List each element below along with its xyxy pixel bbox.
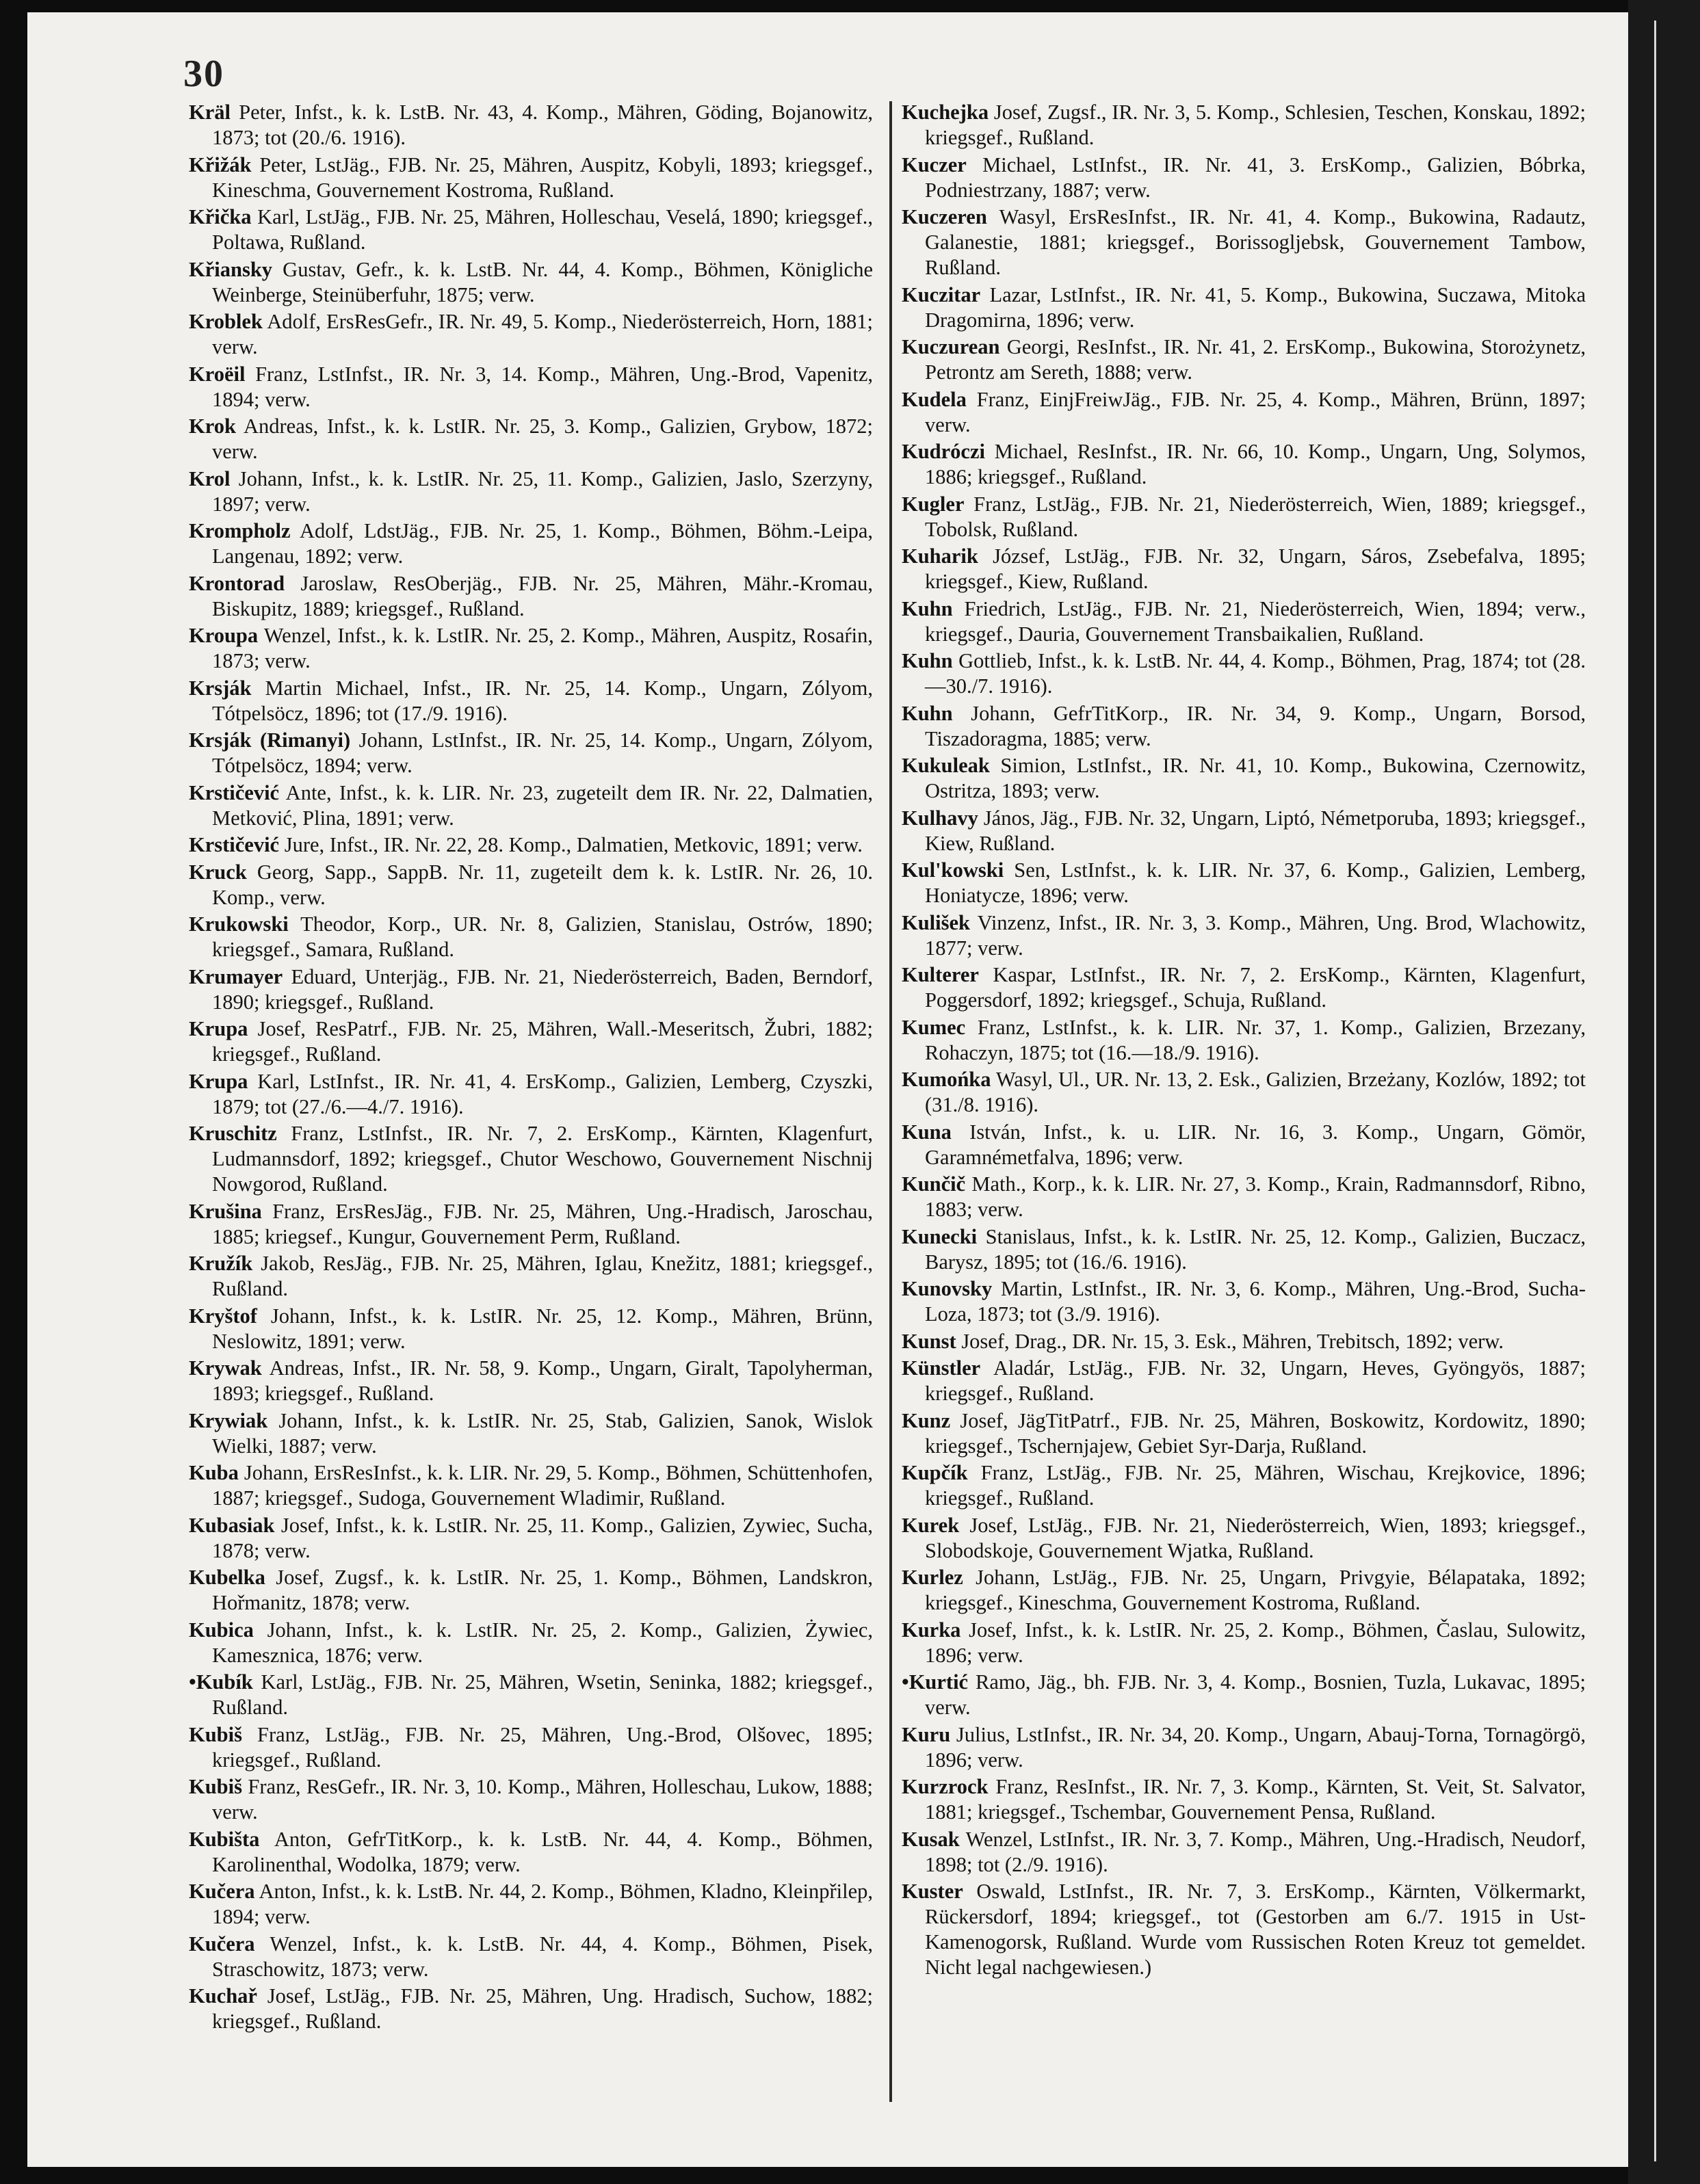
register-entry [189,832,873,858]
entry-details: Math., Korp., k. k. LIR. Nr. 27, 3. Komp., Krain, Radmannsdorf, Ribno, 1883; verw. [925,1172,1586,1221]
entry-surname: Kroupa [189,624,259,647]
entry-details: Johann, Infst., k. k. LstIR. Nr. 25, 12. Komp., Mähren, Brünn, Neslowitz, 1891; verw. [212,1304,873,1353]
entry-details: Franz, LstInfst., IR. Nr. 3, 14. Komp., Mähren, Ung.-Brod, Vapenitz, 1894; verw. [212,362,873,411]
register-entry [189,860,873,910]
register-entry [189,1199,873,1250]
entry-surname: Kubasiak [189,1513,275,1537]
entry-details: Georg, Sapp., SappB. Nr. 11, zugeteilt dem k. k. LstIR. Nr. 26, 10. Komp., verw. [212,860,873,909]
register-entry [189,676,873,726]
register-entry [902,100,1586,150]
entry-details: Karl, LstInfst., IR. Nr. 41, 4. ErsKomp., Galizien, Lemberg, Czyszki, 1879; tot (27./6.—4./7. 1916). [212,1069,873,1118]
entry-details: Peter, LstJäg., FJB. Nr. 25, Mähren, Auspitz, Kobyli, 1893; kriegsgef., Kineschma, Gouvernement Kostroma, Rußland. [212,153,873,202]
register-entry [189,205,873,255]
page-number: 30 [183,53,224,95]
entry-surname: Kryštof [189,1304,257,1328]
entry-surname: Kurtić [908,1670,969,1694]
entry-surname: Kuczitar [902,282,981,306]
entry-details: Wenzel, Infst., k. k. LstB. Nr. 44, 4. Komp., Böhmen, Pisek, Straschowitz, 1873; verw. [212,1932,873,1981]
entry-surname: Krušina [189,1199,262,1223]
entry-surname: Kuczurean [902,335,1000,358]
entry-surname: Křižák [189,153,252,176]
entry-details: Martin Michael, Infst., IR. Nr. 25, 14. Komp., Ungarn, Zólyom, Tótpelsöcz, 1896; tot (17./9. 1916). [212,676,873,725]
entry-details: Simion, LstInfst., IR. Nr. 41, 10. Komp., Bukowina, Czernowitz, Ostritza, 1893; verw. [925,754,1586,802]
entry-surname: Kuchař [189,1984,257,2008]
register-entry [902,544,1586,594]
register-entry [902,1774,1586,1825]
register-entry [902,858,1586,908]
entry-surname: Kusak [902,1827,960,1851]
entry-surname: Kroëil [189,362,246,386]
register-entry [189,153,873,203]
entry-surname: Kulterer [902,963,979,986]
entry-details: Ante, Infst., k. k. LIR. Nr. 23, zugeteilt dem IR. Nr. 22, Dalmatien, Metković, Plina, 1891; verw. [212,780,873,830]
register-entry [902,1722,1586,1773]
register-entry [189,1513,873,1564]
column-divider [889,101,892,2102]
entry-details: Johann, LstInfst., IR. Nr. 25, 14. Komp., Ungarn, Zólyom, Tótpelsöcz, 1894; verw. [212,728,873,777]
entry-surname: Kroblek [189,310,263,333]
entry-details: Friedrich, LstJäg., FJB. Nr. 21, Niederösterreich, Wien, 1894; verw., kriegsgef., Dauria, Gouvernement Transbaikalien, Rußland. [925,596,1586,646]
register-entry [189,728,873,778]
entry-details: Peter, Infst., k. k. LstB. Nr. 43, 4. Komp., Mähren, Göding, Bojanowitz, 1873; tot (20./6. 1916). [212,101,873,149]
entry-details: Anton, Infst., k. k. LstB. Nr. 44, 2. Komp., Böhmen, Kladno, Kleinpřilep, 1894; verw. [212,1880,873,1928]
entry-surname: Křiansky [189,257,273,281]
entry-details: Franz, ResGefr., IR. Nr. 3, 10. Komp., Mähren, Holleschau, Lukow, 1888; verw. [212,1775,873,1824]
register-entry [902,1670,1586,1720]
entry-surname: Krompholz [189,519,291,542]
entry-details: Oswald, LstInfst., IR. Nr. 7, 3. ErsKomp., Kärnten, Völkermarkt, Rückersdorf, 1894; kriegsgef., tot (Gestorben am 6./7. 1915 in Ust-Kamenogorsk, Rußland. Wurde vom Russischen Roten Kreuz tot gemeldet. Nicht legal nachgewiesen.) [925,1880,1586,1979]
entry-surname: Křička [189,205,252,228]
register-entry [189,518,873,569]
register-entry [189,1670,873,1720]
entry-details: Adolf, LdstJäg., FJB. Nr. 25, 1. Komp., Böhmen, Böhm.-Leipa, Langenau, 1892; verw. [212,519,873,568]
entry-surname: Kurzrock [902,1775,989,1798]
entry-details: Georgi, ResInfst., IR. Nr. 41, 2. ErsKomp., Bukowina, Storożynetz, Petrontz am Sereth, 1888; verw. [925,335,1586,384]
register-entry [902,648,1586,699]
entry-details: Josef, Infst., k. k. LstIR. Nr. 25, 2. Komp., Böhmen, Časlau, Sulowitz, 1896; verw. [925,1618,1586,1667]
register-entry [902,753,1586,804]
entry-surname: Kuhn [902,701,953,725]
entry-surname: Kuczeren [902,205,987,228]
entry-details: Josef, LstJäg., FJB. Nr. 21, Niederösterreich, Wien, 1893; kriegsgef., Slobodskoje, Gouvernement Wjatka, Rußland. [925,1513,1586,1562]
entry-details: Johann, LstJäg., FJB. Nr. 25, Ungarn, Privgyie, Bélapataka, 1892; kriegsgef., Kineschma, Gouvernement Kostroma, Rußland. [925,1566,1586,1614]
entry-details: Josef, Zugsf., IR. Nr. 3, 5. Komp., Schlesien, Teschen, Konskau, 1892; kriegsgef., Rußland. [925,101,1586,149]
register-entry [902,1172,1586,1222]
entry-surname: Krumayer [189,964,283,988]
scan-edge-line [1654,21,1656,2161]
register-entry [902,282,1586,333]
register-entry [189,1251,873,1302]
entry-surname: Kurka [902,1618,961,1642]
entry-details: Vinzenz, Infst., IR. Nr. 3, 3. Komp., Mähren, Ung. Brod, Wlachowitz, 1877; verw. [925,910,1586,960]
entry-details: Ramo, Jäg., bh. FJB. Nr. 3, 4. Komp., Bosnien, Tuzla, Lukavac, 1895; verw. [925,1670,1586,1719]
entry-details: Karl, LstJäg., FJB. Nr. 25, Mähren, Holleschau, Veselá, 1890; kriegsgef., Poltawa, Rußland. [212,205,873,254]
entry-surname: Krywak [189,1356,262,1380]
register-entry [902,910,1586,961]
entry-surname: Kudela [902,387,967,411]
entry-details: Josef, Drag., DR. Nr. 15, 3. Esk., Mähren, Trebitsch, 1892; verw. [956,1329,1504,1353]
register-entry [902,1356,1586,1406]
register-entry [189,1618,873,1668]
register-entry [902,334,1586,385]
register-entry [902,1879,1586,1980]
entry-surname: Künstler [902,1356,981,1380]
entry-details: Franz, ErsResJäg., FJB. Nr. 25, Mähren, Ung.-Hradisch, Jaroschau, 1885; kriegsef., Kungur, Gouvernement Perm, Rußland. [212,1199,873,1248]
entry-surname: Kunst [902,1329,956,1353]
entry-surname: Kudróczi [902,440,985,463]
entry-details: Josef, Infst., k. k. LstIR. Nr. 25, 11. Komp., Galizien, Zywiec, Sucha, 1878; verw. [212,1513,873,1562]
entry-details: Johann, Infst., k. k. LstIR. Nr. 25, 11. Komp., Galizien, Jaslo, Szerzyny, 1897; verw. [212,466,873,516]
entry-surname: Kruck [189,860,247,884]
register-entry [189,1984,873,2034]
register-entry [189,1016,873,1067]
entry-surname: Kuster [902,1880,963,1903]
register-entry [189,1722,873,1773]
entry-details: Adolf, ErsResGefr., IR. Nr. 49, 5. Komp., Niederösterreich, Horn, 1881; verw. [212,310,873,358]
entry-details: Johann, ErsResInfst., k. k. LIR. Nr. 29, 5. Komp., Böhmen, Schüttenhofen, 1887; kriegsgef., Sudoga, Gouvernement Wladimir, Rußland. [212,1461,873,1510]
entry-details: Franz, LstInfst., IR. Nr. 7, 2. ErsKomp., Kärnten, Klagenfurt, Ludmannsdorf, 1892; kriegsgef., Chutor Weschowo, Gouvernement Nischnij Nowgorod, Rußland. [212,1122,873,1196]
register-entry [189,1565,873,1616]
register-entry [189,414,873,464]
register-entry [902,1565,1586,1616]
entry-surname: Krsják (Rimanyi) [189,728,351,752]
register-entry [189,964,873,1015]
entry-surname: Krywiak [189,1408,268,1432]
entry-surname: Krol [189,466,231,490]
entry-surname: Kuharik [902,544,978,568]
entry-surname: Kräl [189,101,231,124]
entry-details: János, Jäg., FJB. Nr. 32, Ungarn, Liptó, Németporuba, 1893; kriegsgef., Kiew, Rußland. [925,806,1586,855]
entry-surname: Kuhn [902,649,953,672]
entry-surname: Kuhn [902,596,953,620]
entry-surname: Kunčič [902,1172,966,1196]
entry-details: Wasyl, ErsResInfst., IR. Nr. 41, 4. Komp., Bukowina, Radautz, Galanestie, 1881; kriegsgef., Borissogljebsk, Gouvernement Tambow, Rußland. [925,205,1586,279]
register-entry [902,1827,1586,1878]
register-entry [189,1356,873,1406]
register-entry [902,1015,1586,1066]
register-entry [189,912,873,962]
entry-surname: Krupa [189,1069,248,1093]
entry-surname: Kučera [189,1880,255,1903]
entry-surname: Krukowski [189,912,289,936]
entry-details: Anton, GefrTitKorp., k. k. LstB. Nr. 44, 4. Komp., Böhmen, Karolinenthal, Wodolka, 1879; verw. [212,1827,873,1876]
entry-surname: Krok [189,415,236,438]
entry-surname: Kubica [189,1618,254,1642]
entry-details: Josef, LstJäg., FJB. Nr. 25, Mähren, Ung. Hradisch, Suchow, 1882; kriegsgef., Rußland. [212,1984,873,2033]
entry-details: Josef, Zugsf., k. k. LstIR. Nr. 25, 1. Komp., Böhmen, Landskron, Hořmanitz, 1878; verw. [212,1566,873,1614]
register-entry [189,100,873,150]
entry-surname: Kugler [902,492,965,516]
entry-surname: Kulišek [902,910,971,934]
entry-details: Johann, Infst., k. k. LstIR. Nr. 25, 2. Komp., Galizien, Żywiec, Kamesznica, 1876; verw. [212,1618,873,1667]
entry-surname: Kumońka [902,1068,991,1091]
entry-details: Andreas, Infst., IR. Nr. 58, 9. Komp., Ungarn, Giralt, Tapolyherman, 1893; kriegsgef., Rußland. [212,1356,873,1405]
entry-details: Jure, Infst., IR. Nr. 22, 28. Komp., Dalmatien, Metkovic, 1891; verw. [279,833,863,856]
entry-surname: Kunz [902,1408,951,1432]
register-entry [189,362,873,412]
entry-details: Franz, EinjFreiwJäg., FJB. Nr. 25, 4. Komp., Mähren, Brünn, 1897; verw. [925,387,1586,436]
register-entry [902,205,1586,280]
entry-details: Karl, LstJäg., FJB. Nr. 25, Mähren, Wsetin, Seninka, 1882; kriegsgef., Rußland. [212,1670,873,1719]
register-entry [902,1329,1586,1354]
entry-details: Michael, LstInfst., IR. Nr. 41, 3. ErsKomp., Galizien, Bóbrka, Podniestrzany, 1887; verw. [925,153,1586,202]
entry-details: Martin, LstInfst., IR. Nr. 3, 6. Komp., Mähren, Ung.-Brod, Sucha-Loza, 1873; tot (3./9. 1916). [925,1277,1586,1326]
register-entry [189,571,873,622]
entry-surname: Kulhavy [902,806,978,830]
register-entry [902,492,1586,542]
register-entry [189,309,873,360]
entry-details: Johann, Infst., k. k. LstIR. Nr. 25, Stab, Galizien, Sanok, Wislok Wielki, 1887; verw. [212,1408,873,1458]
register-entry [902,701,1586,752]
register-entry [189,1069,873,1120]
register-entry [902,1618,1586,1668]
entry-details: Julius, LstInfst., IR. Nr. 34, 20. Komp., Ungarn, Abauj-Torna, Tornagörgö, 1896; verw. [925,1722,1586,1772]
register-entry [189,257,873,308]
register-entry [902,1276,1586,1327]
entry-surname: Krontorad [189,571,285,595]
entry-surname: Kupčík [902,1461,968,1484]
left-column [189,100,873,2036]
document-page [27,12,1628,2167]
register-entry [902,1408,1586,1459]
entry-surname: Kunecki [902,1224,978,1248]
entry-surname: Kul'kowski [902,858,1004,882]
register-entry [902,1224,1586,1275]
entry-surname: Kuna [902,1120,952,1144]
register-entry [189,1460,873,1511]
entry-surname: Kuchejka [902,101,989,124]
entry-surname: Kuru [902,1722,951,1746]
entry-details: Franz, LstJäg., FJB. Nr. 21, Niederösterreich, Wien, 1889; kriegsgef., Tobolsk, Rußland. [925,492,1586,541]
register-entry [189,1774,873,1825]
entry-surname: Kunovsky [902,1277,993,1300]
entry-details: Franz, LstJäg., FJB. Nr. 25, Mähren, Ung.-Brod, Olšovec, 1895; kriegsgef., Rußland. [212,1722,873,1772]
register-entry [902,1513,1586,1564]
entry-details: Aladár, LstJäg., FJB. Nr. 32, Ungarn, Heves, Gyöngyös, 1887; kriegsgef., Rußland. [925,1356,1586,1405]
entry-surname: Kubík [196,1670,253,1694]
entry-details: István, Infst., k. u. LIR. Nr. 16, 3. Komp., Ungarn, Gömör, Garamnémetfalva, 1896; verw. [925,1120,1586,1169]
register-entry [189,780,873,831]
register-entry [902,596,1586,647]
register-entry [189,1121,873,1197]
entry-surname: Krsják [189,676,252,700]
entry-surname: Kruschitz [189,1122,277,1145]
entry-surname: Kuba [189,1461,239,1484]
entry-details: Gustav, Gefr., k. k. LstB. Nr. 44, 4. Komp., Böhmen, Königliche Weinberge, Steinüberfuhr, 1875; verw. [212,257,873,306]
entry-surname: Kubiš [189,1775,242,1798]
register-entry [902,806,1586,856]
entry-details: Franz, LstInfst., k. k. LIR. Nr. 37, 1. Komp., Galizien, Brzezany, Rohaczyn, 1875; tot (16.—18./9. 1916). [925,1015,1586,1064]
entry-surname: Kubiš [189,1722,242,1746]
entry-details: Wenzel, LstInfst., IR. Nr. 3, 7. Komp., Mähren, Ung.-Hradisch, Neudorf, 1898; tot (2./9. 1916). [925,1827,1586,1876]
entry-surname: Kružík [189,1252,253,1275]
entry-details: Kaspar, LstInfst., IR. Nr. 7, 2. ErsKomp., Kärnten, Klagenfurt, Poggersdorf, 1892; kriegsgef., Schuja, Rußland. [925,963,1586,1012]
register-entry [902,1460,1586,1511]
entry-details: Josef, JägTitPatrf., FJB. Nr. 25, Mähren, Boskowitz, Kordowitz, 1890; kriegsgef., Tschernjajew, Gebiet Syr-Darja, Rußland. [925,1408,1586,1458]
entry-surname: Krstičević [189,780,280,804]
entry-details: Stanislaus, Infst., k. k. LstIR. Nr. 25, 12. Komp., Galizien, Buczacz, Barysz, 1895; tot (16./6. 1916). [925,1224,1586,1274]
register-entry [902,1120,1586,1170]
entry-details: Theodor, Korp., UR. Nr. 8, Galizien, Stanislau, Ostrów, 1890; kriegsgef., Samara, Rußland. [212,912,873,961]
entry-surname: Kurek [902,1513,960,1537]
register-entry [189,1827,873,1878]
register-entry [902,153,1586,203]
entry-marker: • [189,1670,196,1694]
entry-details: Jaroslaw, ResOberjäg., FJB. Nr. 25, Mähren, Mähr.-Kromau, Biskupitz, 1889; kriegsgef., Rußland. [212,571,873,620]
scan-edge [1628,0,1700,2184]
entry-details: Franz, LstJäg., FJB. Nr. 25, Mähren, Wischau, Krejkovice, 1896; kriegsgef., Rußland. [925,1461,1586,1510]
entry-details: Michael, ResInfst., IR. Nr. 66, 10. Komp., Ungarn, Ung, Solymos, 1886; kriegsgef., Rußland. [925,440,1586,488]
register-entry [189,466,873,517]
entry-details: Andreas, Infst., k. k. LstIR. Nr. 25, 3. Komp., Galizien, Grybow, 1872; verw. [212,415,873,463]
register-entry [902,387,1586,438]
entry-surname: Krstičević [189,833,280,856]
entry-details: Franz, ResInfst., IR. Nr. 7, 3. Komp., Kärnten, St. Veit, St. Salvator, 1881; kriegsgef., Tschembar, Gouvernement Pensa, Rußland. [925,1775,1586,1824]
entry-details: Wasyl, Ul., UR. Nr. 13, 2. Esk., Galizien, Brzeżany, Kozlów, 1892; tot (31./8. 1916). [925,1068,1586,1116]
entry-details: Wenzel, Infst., k. k. LstIR. Nr. 25, 2. Komp., Mähren, Auspitz, Rosaŕin, 1873; verw. [212,624,873,672]
right-column [902,100,1586,1982]
entry-details: Jakob, ResJäg., FJB. Nr. 25, Mähren, Iglau, Knežitz, 1881; kriegsgef., Rußland. [212,1252,873,1300]
register-entry [189,1932,873,1982]
entry-details: Josef, ResPatrf., FJB. Nr. 25, Mähren, Wall.-Meseritsch, Žubri, 1882; kriegsgef., Rußland. [212,1017,873,1066]
entry-surname: Kurlez [902,1566,963,1589]
entry-details: József, LstJäg., FJB. Nr. 32, Ungarn, Sáros, Zsebefalva, 1895; kriegsgef., Kiew, Rußland. [925,544,1586,593]
register-entry [189,623,873,674]
entry-surname: Kumec [902,1015,966,1039]
entry-details: Gottlieb, Infst., k. k. LstB. Nr. 44, 4. Komp., Böhmen, Prag, 1874; tot (28.—30./7. 1916). [925,649,1586,698]
entry-marker: • [902,1670,909,1694]
register-entry [189,1304,873,1354]
register-entry [189,1408,873,1459]
register-entry [902,439,1586,490]
entry-surname: Kubelka [189,1566,265,1589]
entry-surname: Krupa [189,1017,248,1040]
entry-details: Johann, GefrTitKorp., IR. Nr. 34, 9. Komp., Ungarn, Borsod, Tiszadoragma, 1885; verw. [925,701,1586,750]
entry-details: Lazar, LstInfst., IR. Nr. 41, 5. Komp., Bukowina, Suczawa, Mitoka Dragomirna, 1896; verw. [925,282,1586,332]
entry-surname: Kubišta [189,1827,260,1851]
register-entry [189,1879,873,1930]
entry-surname: Kukuleak [902,754,990,777]
register-entry [902,1067,1586,1118]
entry-details: Eduard, Unterjäg., FJB. Nr. 21, Niederösterreich, Baden, Berndorf, 1890; kriegsgef., Rußland. [212,964,873,1014]
entry-surname: Kuczer [902,153,967,176]
entry-details: Sen, LstInfst., k. k. LIR. Nr. 37, 6. Komp., Galizien, Lemberg, Honiatycze, 1896; verw. [925,858,1586,907]
register-entry [902,962,1586,1013]
entry-surname: Kučera [189,1932,255,1956]
